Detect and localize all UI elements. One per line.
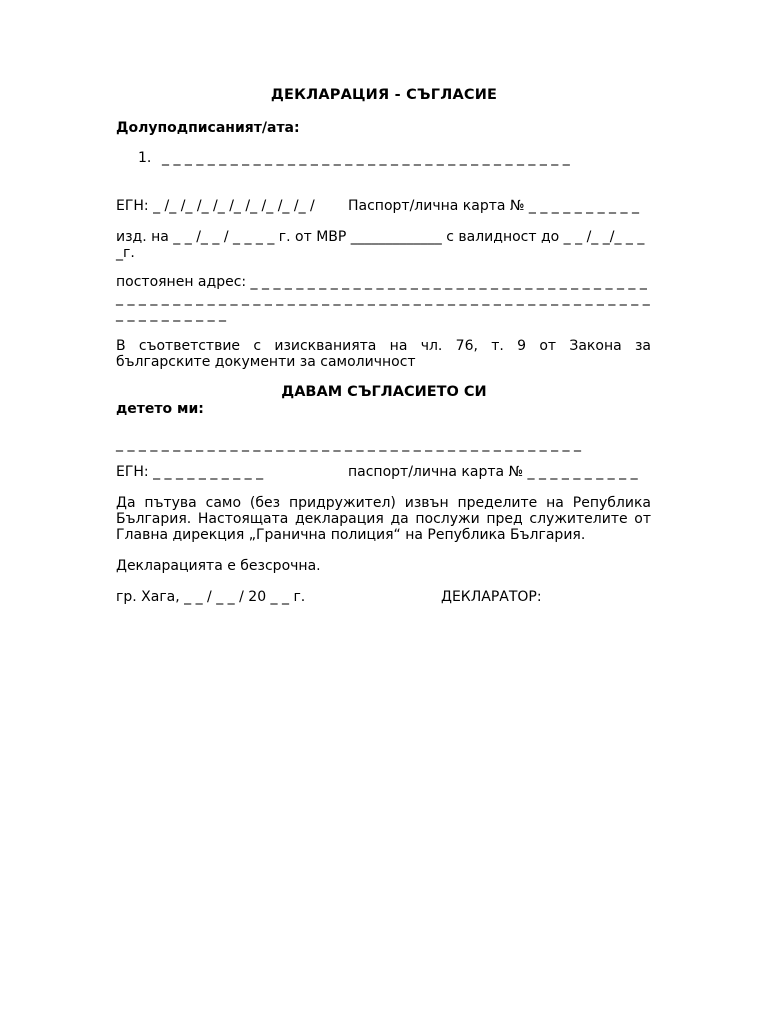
name-blank-field: _ _ _ _ _ _ _ _ _ _ _ _ _ _ _ _ _ _ _ _ _ _ _ _ _ _ _ _ _ _ _ _ _ _ _ _ [162,150,570,166]
undersigned-label: Долуподписаният/ата: [116,120,300,136]
child-egn-field: ЕГН: _ _ _ _ _ _ _ _ _ _ [116,464,264,480]
child-name-blank: _ _ _ _ _ _ _ _ _ _ _ _ _ _ _ _ _ _ _ _ _ _ _ _ _ _ _ _ _ _ _ _ _ _ _ _ _ _ _ _ _ [116,436,582,452]
child-label: детето ми: [116,401,204,417]
passport-field: Паспорт/лична карта № _ _ _ _ _ _ _ _ _ _ [348,198,639,214]
document-title: ДЕКЛАРАЦИЯ - СЪГЛАСИЕ [270,87,498,103]
egn-field: ЕГН: _ /_ /_ /_ /_ /_ /_ /_ /_ /_ / [116,198,315,214]
child-passport-field: паспорт/лична карта № _ _ _ _ _ _ _ _ _ _ [348,464,638,480]
issued-line: изд. на _ _ /_ _ / _ _ _ _ г. от МВР _____________ с валидност до _ _ /_ _/_ _ _ _г. [116,229,645,261]
validity-text: Декларацията е безсрочна. [116,558,321,574]
item-number: 1. [138,150,152,166]
place-date-field: гр. Хага, _ _ / _ _ / 20 _ _ г. [116,589,306,605]
address-field: постоянен адрес: _ _ _ _ _ _ _ _ _ _ _ _ _ _ _ _ _ _ _ _ _ _ _ _ _ _ _ _ _ _ _ _ _ _ _ _ _ _ _ _ _ _ _ _ _ _ _ _ _ _ _ _ _ _ _ _ _ _ _ _ _ _ _ _ _ _ _ _ _ _ _ _ _ _ _ _ _ _ _ _ _ _ _ _ _ _ _ _ _ _ _ _ [116,274,650,322]
declarant-label: ДЕКЛАРАТОР: [441,589,542,605]
consent-heading: ДАВАМ СЪГЛАСИЕТО СИ [281,384,487,400]
travel-text: Да пътува само (без придружител) извън пределите на Република България. Настоящата декларация да послужи пред служителите от Главна дирекция „Гранична полиция“ на Република България. [116,495,651,543]
compliance-text: В съответствие с изискванията на чл. 76, т. 9 от Закона за българските документи за самоличност [116,338,651,370]
